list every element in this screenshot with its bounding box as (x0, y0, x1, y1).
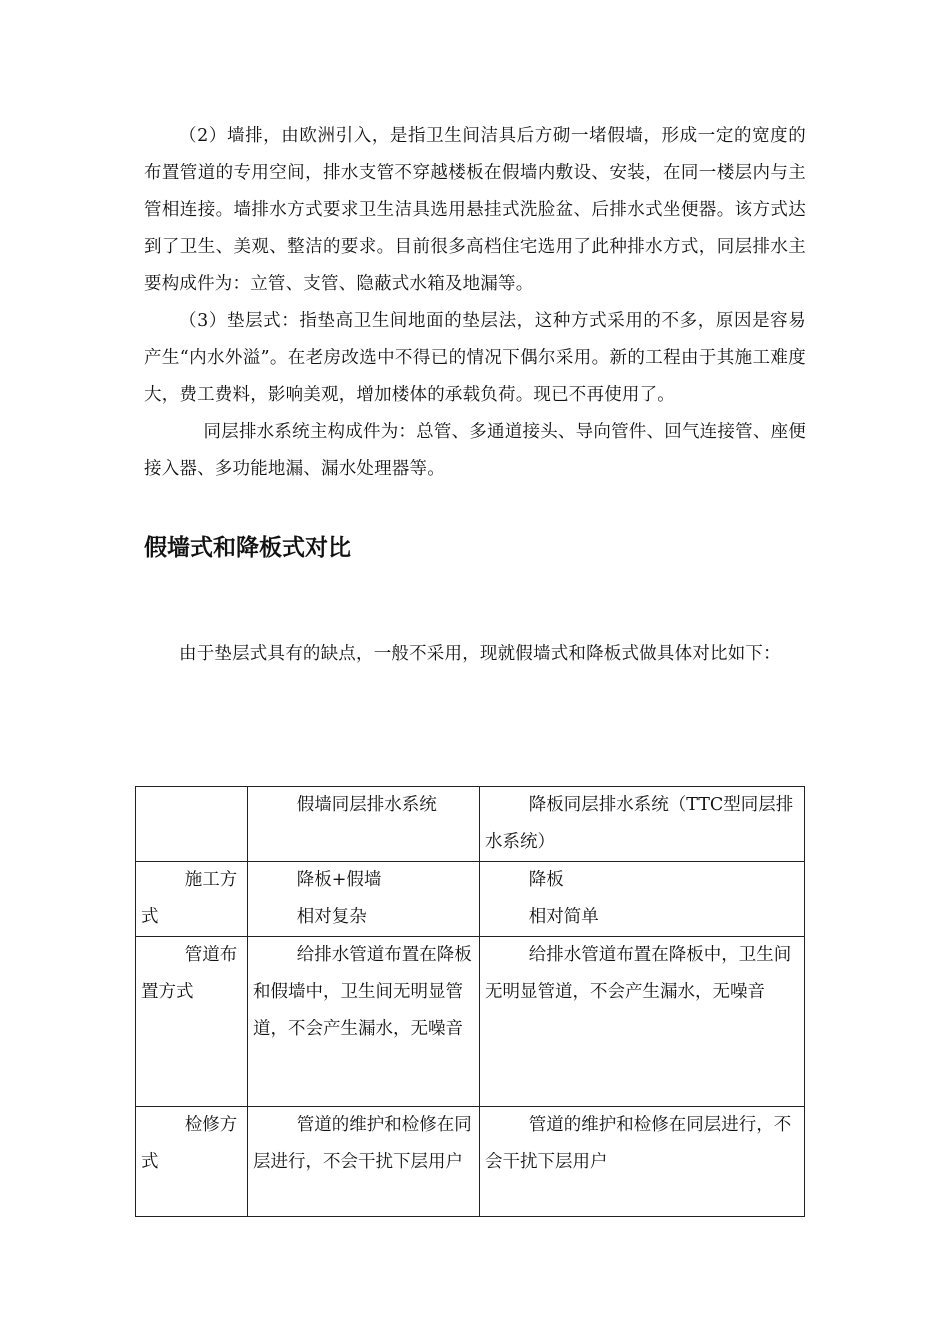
table-header-cell (136, 787, 248, 862)
paragraph-cushion-layer: （3）垫层式：指垫高卫生间地面的垫层法，这种方式采用的不多，原因是容易产生“内水外溢”。在老房改选中不得已的情况下偶尔采用。新的工程由于其施工难度大，费工费料，影响美观，增加楼体的承载负荷。现已不再使用了。 (144, 311, 806, 405)
section-heading: 假墙式和降板式对比 (144, 535, 351, 561)
table-row (136, 862, 805, 937)
paragraph-components: 同层排水系统主构成件为：总管、多通道接头、导向管件、回气连接管、座便接入器、多功能地漏、漏水处理器等。 (144, 422, 806, 479)
table-row (136, 1107, 805, 1217)
comparison-table (135, 786, 805, 1217)
document-body (144, 118, 806, 673)
paragraph-intro: 由于垫层式具有的缺点，一般不采用，现就假墙式和降板式做具体对比如下： (179, 644, 781, 664)
row-label: 管道布置方式 (136, 937, 248, 1107)
table-row (136, 937, 805, 1107)
table-cell: 给排水管道布置在降板中，卫生间无明显管道，不会产生漏水，无噪音 (480, 937, 805, 1107)
paragraph-wall-drainage: （2）墙排，由欧洲引入，是指卫生间洁具后方砌一堵假墙，形成一定的宽度的布置管道的专用空间，排水支管不穿越楼板在假墙内敷设、安装，在同一楼层内与主管相连接。墙排水方式要求卫生洁具选用悬挂式洗脸盆、后排水式坐便器。该方式达到了卫生、美观、整洁的要求。目前很多高档住宅选用了此种排水方式，同层排水主要构成件为：立管、支管、隐蔽式水箱及地漏等。 (144, 126, 806, 294)
table-cell: 给排水管道布置在降板和假墙中，卫生间无明显管道，不会产生漏水，无噪音 (248, 937, 480, 1107)
table-header-cell: 假墙同层排水系统 (248, 787, 480, 862)
table-cell: 降板+假墙 相对复杂 (248, 862, 480, 937)
table-header-cell: 降板同层排水系统（TTC型同层排水系统） (480, 787, 805, 862)
table-cell: 管道的维护和检修在同层进行，不会干扰下层用户 (248, 1107, 480, 1217)
table-cell: 管道的维护和检修在同层进行，不会干扰下层用户 (480, 1107, 805, 1217)
row-label: 施工方式 (136, 862, 248, 937)
row-label: 检修方式 (136, 1107, 248, 1217)
table-cell: 降板 相对简单 (480, 862, 805, 937)
table-header-row (136, 787, 805, 862)
